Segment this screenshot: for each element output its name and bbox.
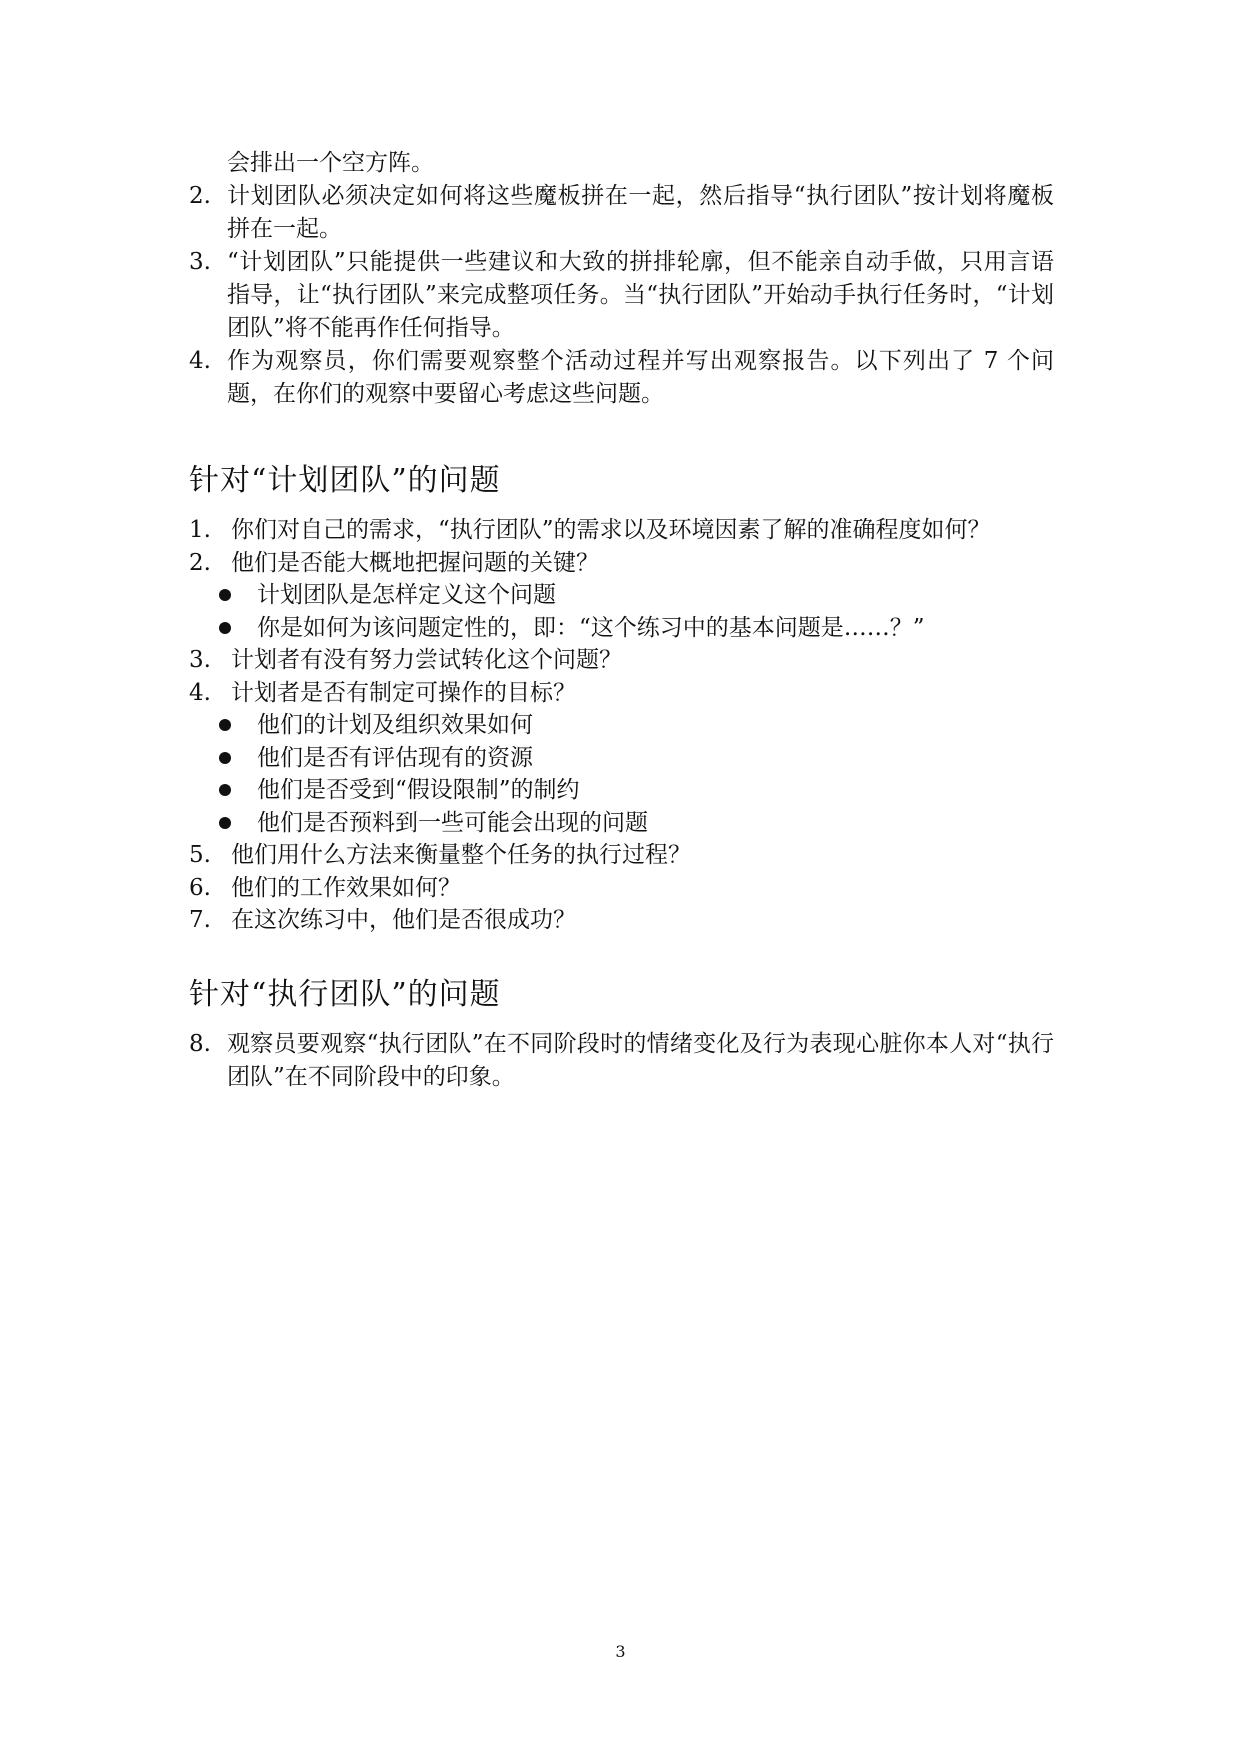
- question-text: 观察员要观察“执行团队”在不同阶段时的情绪变化及行为表现心脏你本人对“执行团队”在不同阶段中的印象。: [227, 1030, 1054, 1090]
- question-item-3: [189, 644, 1054, 677]
- question-text: 在这次练习中，他们是否很成功？: [231, 907, 576, 933]
- section-title-planning-team: 针对“计划团队”的问题: [189, 463, 501, 498]
- question-text: 他们用什么方法来衡量整个任务的执行过程？: [231, 842, 691, 868]
- bullet-dot-icon: [219, 709, 257, 742]
- bullet-dot-icon: [219, 742, 257, 775]
- question-number: 6.: [189, 874, 211, 901]
- bullet-dot-icon: [219, 579, 257, 612]
- bullet-text: 他们的计划及组织效果如何: [257, 712, 533, 738]
- bullet-text: 他们是否有评估现有的资源: [257, 744, 533, 771]
- question-number: 7.: [189, 907, 211, 933]
- planning-questions-list: [189, 514, 1054, 937]
- intro-item-4: [189, 345, 1054, 411]
- bullet-item: [189, 807, 1054, 840]
- intro-continuation-line: 会排出一个空方阵。: [227, 150, 434, 176]
- intro-item-text: “计划团队”只能提供一些建议和大致的拼排轮廓，但不能亲自动手做，只用言语指导，让“执行团队”来完成整项任务。当“执行团队”开始动手执行任务时，“计划团队”将不能再作任何指导。: [227, 249, 1054, 341]
- intro-item-number: 4.: [189, 348, 211, 374]
- question-text: 他们的工作效果如何？: [231, 874, 461, 901]
- question-item-2: [189, 547, 1054, 580]
- question-number: 1.: [189, 517, 211, 543]
- intro-item-2: [189, 180, 1054, 246]
- bullet-item: [189, 709, 1054, 742]
- question-number: 8.: [189, 1030, 211, 1057]
- bullet-text: 你是如何为该问题定性的，即：“这个练习中的基本问题是……？”: [257, 614, 925, 641]
- question-item-5: [189, 839, 1054, 872]
- question-number: 4.: [189, 679, 211, 706]
- question-text: 他们是否能大概地把握问题的关键？: [231, 549, 599, 576]
- question-text: 计划者有没有努力尝试转化这个问题？: [231, 647, 622, 673]
- bullet-dot-icon: [219, 774, 257, 807]
- question-text: 你们对自己的需求，“执行团队”的需求以及环境因素了解的准确程度如何？: [231, 517, 991, 543]
- intro-item-text: 作为观察员，你们需要观察整个活动过程并写出观察报告。以下列出了 7 个问题，在你们的观察中要留心考虑这些问题。: [227, 348, 1054, 407]
- question-number: 5.: [189, 842, 211, 868]
- bullet-dot-icon: [219, 612, 257, 645]
- question-item-1: [189, 514, 1054, 547]
- question-number: 3.: [189, 647, 211, 673]
- execution-questions-list: [189, 1028, 1054, 1094]
- bullet-item: [189, 579, 1054, 612]
- intro-item-text: 计划团队必须决定如何将这些魔板拼在一起，然后指导“执行团队”按计划将魔板拼在一起。: [227, 183, 1054, 242]
- section-title-execution-team: 针对“执行团队”的问题: [189, 976, 501, 1012]
- question-text: 计划者是否有制定可操作的目标？: [231, 679, 576, 706]
- question-item-4: [189, 677, 1054, 710]
- bullet-text: 他们是否受到“假设限制”的制约: [257, 777, 580, 803]
- page-content: [189, 147, 1054, 1094]
- question-item-7: [189, 904, 1054, 937]
- intro-list: [189, 147, 1054, 411]
- page-number: 3: [615, 1642, 626, 1661]
- intro-item-number: 2.: [189, 183, 211, 209]
- bullet-text: 他们是否预料到一些可能会出现的问题: [257, 809, 648, 836]
- question-item-8: [189, 1028, 1054, 1094]
- bullet-dot-icon: [219, 807, 257, 840]
- bullet-item: [189, 742, 1054, 775]
- bullet-item: [189, 774, 1054, 807]
- bullet-text: 计划团队是怎样定义这个问题: [257, 582, 556, 608]
- question-number: 2.: [189, 549, 211, 576]
- intro-item-3: [189, 246, 1054, 345]
- question-item-6: [189, 872, 1054, 905]
- intro-item-number: 3.: [189, 249, 211, 275]
- bullet-item: [189, 612, 1054, 645]
